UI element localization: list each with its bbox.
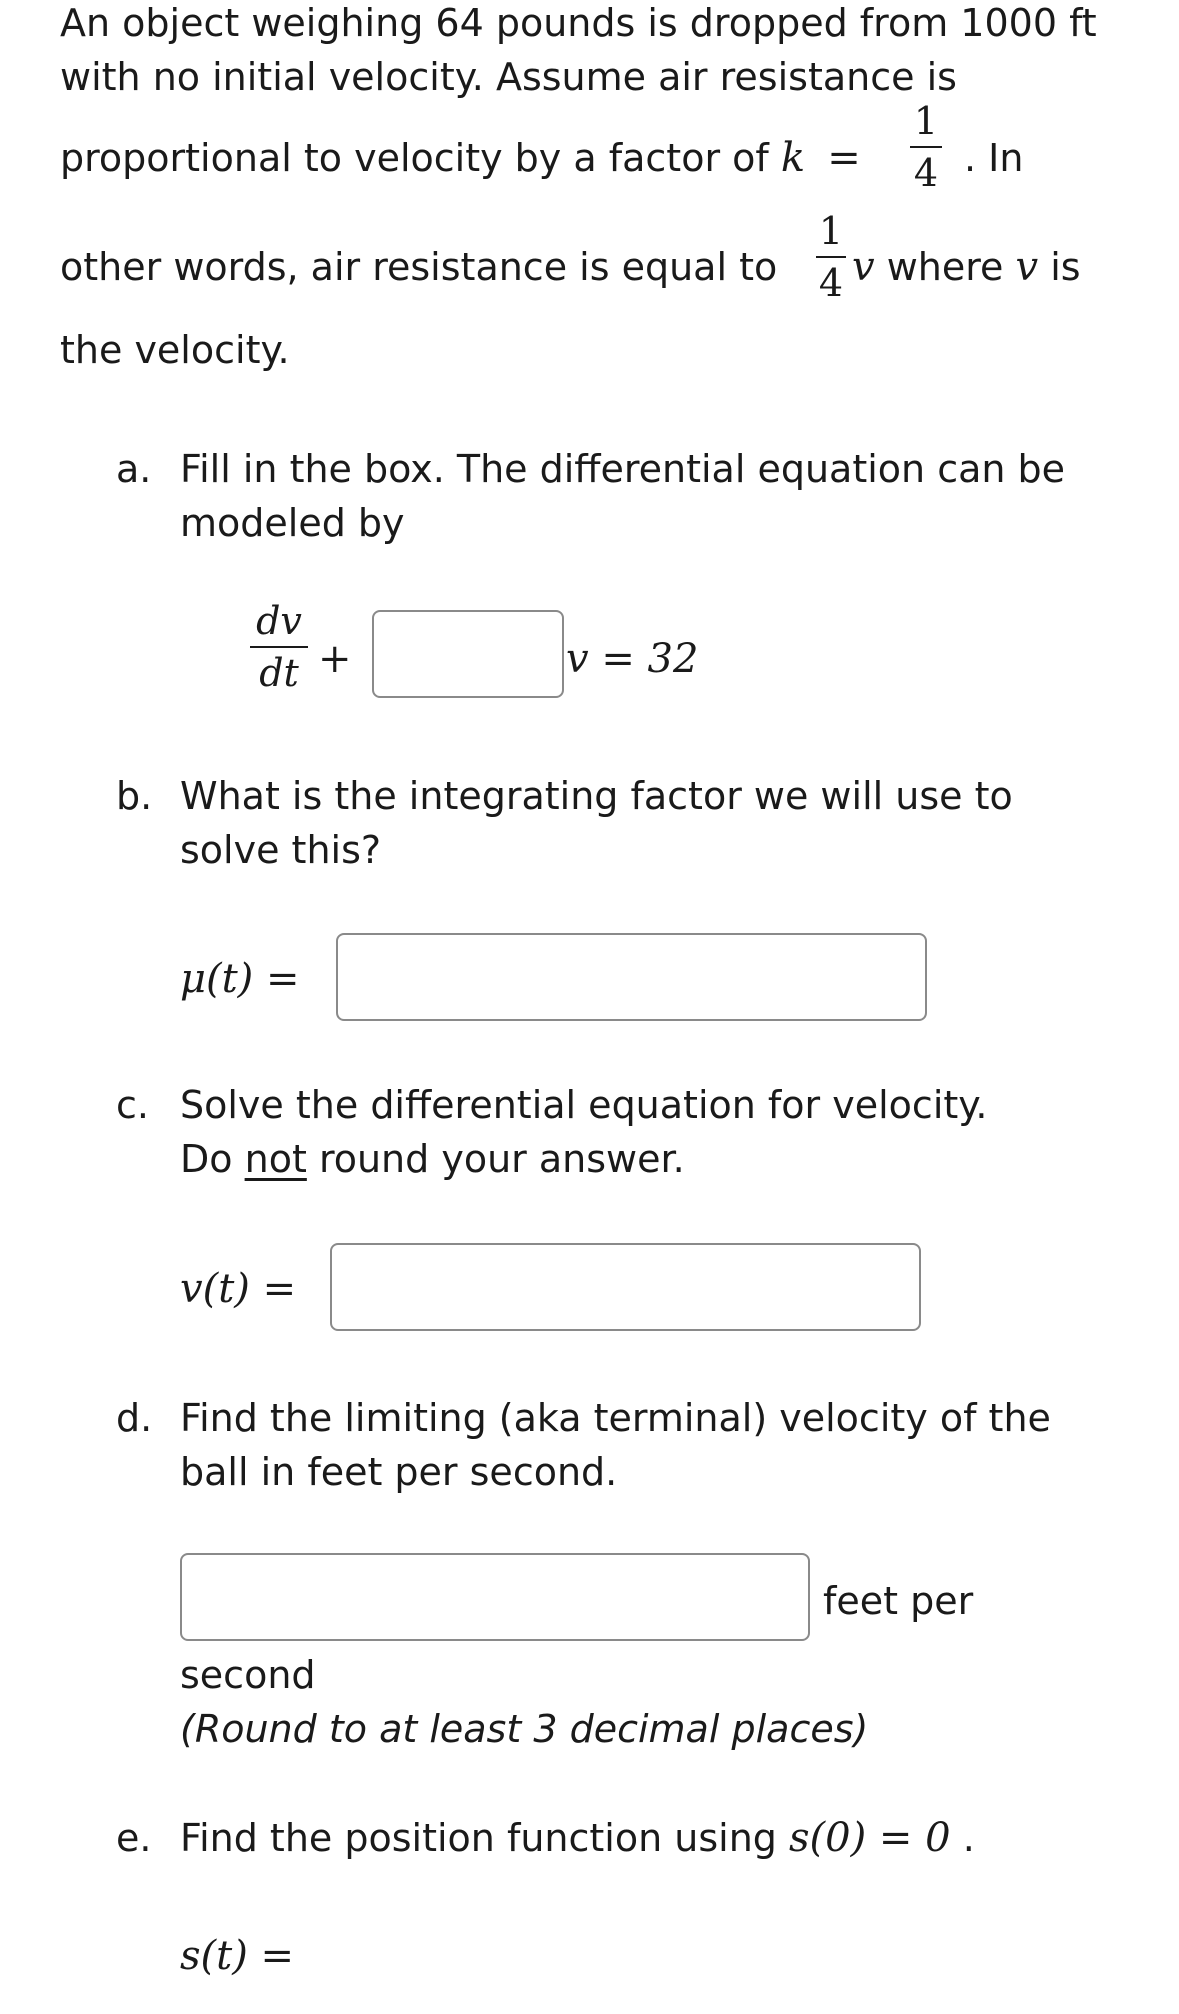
terminal-velocity-input[interactable] — [180, 1553, 810, 1641]
position-lhs: s(t) = — [180, 1933, 295, 1979]
part-d-line-2: ball in feet per second. — [180, 1450, 618, 1494]
unit-second: second — [180, 1653, 316, 1697]
part-c-line-2 — [180, 1135, 685, 1183]
k-fraction — [910, 100, 942, 194]
k-fraction-bar — [910, 146, 942, 148]
part-c-line-1: Solve the differential equation for velocity. — [180, 1083, 988, 1127]
k-variable: k — [780, 135, 806, 181]
part-b-line-2: solve this? — [180, 828, 382, 872]
velocity-lhs: v(t) = — [180, 1266, 297, 1312]
part-a-line-1: Fill in the box. The differential equation can be — [180, 447, 1066, 491]
integrating-factor-input[interactable] — [336, 933, 927, 1021]
velocity-v: v — [1015, 244, 1039, 290]
part-a-label: a. — [116, 447, 152, 491]
air-resistance-v: v — [852, 244, 875, 290]
air-resistance-denominator: 4 — [818, 261, 844, 305]
coefficient-input[interactable] — [372, 610, 564, 698]
velocity-function-input[interactable] — [330, 1243, 921, 1331]
intro-line-4-end — [852, 243, 1081, 291]
part-a-line-2: modeled by — [180, 501, 405, 545]
is-text: is — [1050, 245, 1081, 289]
air-resistance-fraction — [816, 210, 846, 304]
k-denominator: 4 — [913, 151, 939, 195]
dv-numerator: dv — [256, 599, 302, 643]
part-e-line-1 — [180, 1814, 975, 1862]
air-resistance-fraction-bar — [816, 256, 846, 258]
part-e-label: e. — [116, 1816, 152, 1860]
plus-sign: + — [318, 636, 352, 682]
intro-line-3-end: . In — [964, 136, 1024, 180]
part-b-label: b. — [116, 774, 153, 818]
part-c-line-2-pre: Do — [180, 1137, 233, 1181]
intro-line-2: with no initial velocity. Assume air resistance is — [60, 55, 957, 99]
rounding-note: (Round to at least 3 decimal places) — [180, 1707, 869, 1751]
intro-line-3-text: proportional to velocity by a factor of — [60, 136, 769, 180]
part-c-line-2-post: round your answer. — [318, 1137, 685, 1181]
part-b-line-1: What is the integrating factor we will use to — [180, 774, 1013, 818]
part-e-text: Find the position function using — [180, 1816, 777, 1860]
part-c-label: c. — [116, 1083, 149, 1127]
intro-line-5: the velocity. — [60, 328, 290, 372]
part-c-not-underlined: not — [244, 1137, 307, 1181]
mu-lhs: μ(t) = — [180, 956, 300, 1002]
where-text: where — [886, 245, 1004, 289]
dt-denominator: dt — [259, 651, 299, 695]
intro-line-4-text: other words, air resistance is equal to — [60, 245, 778, 289]
unit-feet-per: feet per — [823, 1579, 974, 1623]
intro-line-3 — [60, 134, 861, 182]
equation-rhs: v = 32 — [566, 636, 699, 682]
initial-condition: s(0) = 0 — [789, 1815, 951, 1861]
dv-dt-bar — [250, 646, 308, 648]
part-d-label: d. — [116, 1396, 153, 1440]
air-resistance-numerator: 1 — [818, 209, 844, 253]
dv-dt-fraction — [250, 600, 308, 694]
intro-line-1: An object weighing 64 pounds is dropped from 1000 ft — [60, 1, 1097, 45]
k-equals: = — [827, 135, 861, 181]
part-d-line-1: Find the limiting (aka terminal) velocity of the — [180, 1396, 1051, 1440]
k-numerator: 1 — [913, 99, 939, 143]
part-e-period: . — [962, 1816, 975, 1860]
